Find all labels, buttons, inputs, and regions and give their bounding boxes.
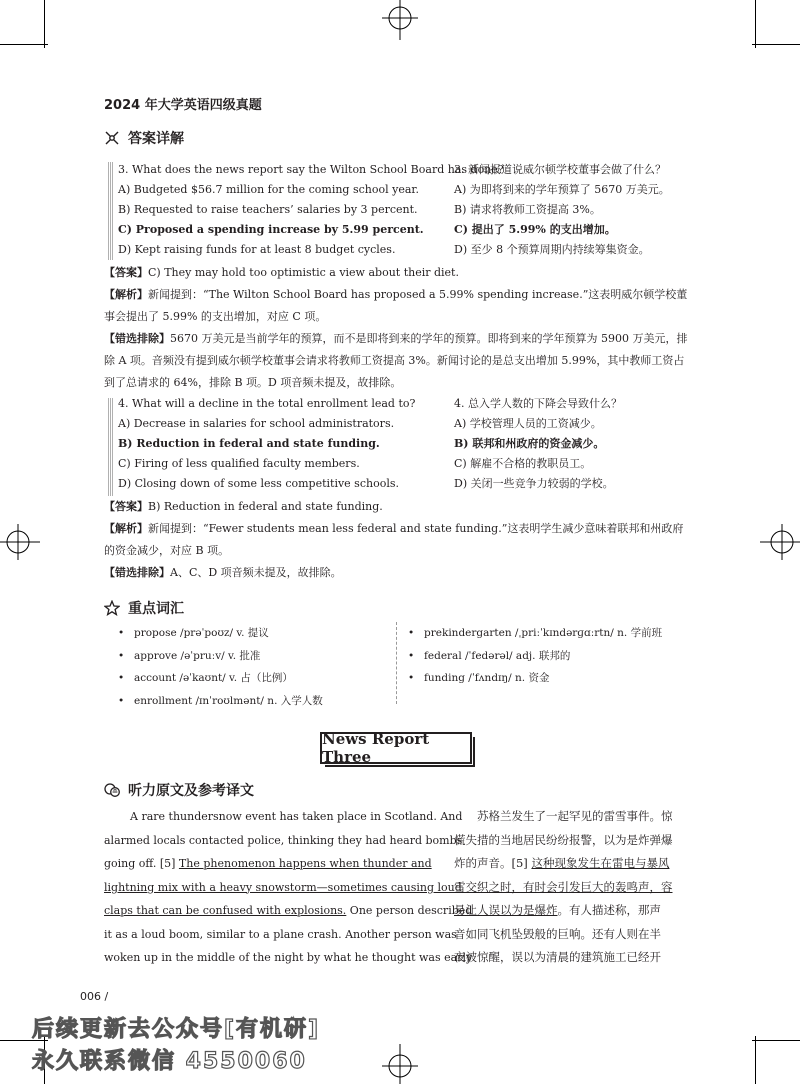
q3-explanation [104,262,692,394]
q3-english [118,160,504,260]
vocab-list-right [408,622,662,690]
listening-section-title: 听力原文及参考译文 [128,783,254,799]
passage-line: woken up in the middle of the night by what he thought was early [104,951,473,964]
exclude-label: 【错选排除】 [104,332,170,345]
vocab-section-title: 重点词汇 [128,601,184,617]
q3-option-d-zh: D) 至少 8 个预算周期内持续筹集资金。 [454,243,650,256]
question-bar [108,398,113,496]
passage-line: it as a loud boom, similar to a plane crash. Another person was [104,927,457,941]
answer-label: 【答案】 [104,266,148,279]
q3-exclude: 5670 万美元是当前学年的预算，而不是即将到来的学年的预算。即将到来的学年预算为 5900 万美元，排除 A 项。音频没有提到威尔顿学校董事会请求将教师工资提高 3%。新闻讨论的是总支出增加 5.99%，其中教师工资占到了总请求的 64%，排除 B 项。D 项音频未提及，故排除。 [104,332,688,389]
vocab-item: • federal /ˈfedərəl/ adj. 联邦的 [408,645,662,668]
page-header-title: 2024 年大学英语四级真题 [104,98,262,113]
q3-option-b-zh: B) 请求将教师工资提高 3%。 [454,203,601,216]
answer-section-title: 答案详解 [128,131,184,147]
passage-line-zh: 夜被惊醒，误以为清晨的建筑施工已经开 [454,950,661,964]
q4-stem-zh: 4. 总入学人数的下降会导致什么？ [454,397,622,410]
listening-section-heading [104,780,254,800]
vocab-list-left [118,622,323,712]
crop-mark [755,0,756,48]
crop-mark [44,0,45,48]
passage-key-sentence: The phenomenon happens when thunder and [178,857,432,870]
passage-key-sentence: lightning mix with a heavy snowstorm—sometimes causing loud [104,880,462,894]
passage-chinese [454,805,694,970]
vocab-item: • enrollment /ɪnˈroʊlmənt/ n. 入学人数 [118,690,323,713]
vocab-item: • account /əˈkaʊnt/ v. 占（比例） [118,667,323,690]
q4-analysis: 新闻提到：“Fewer students mean less federal and state funding.”这表明学生减少意味着联邦和州政府的资金减少，对应 B 项。 [104,522,684,557]
passage-key-sentence-zh: 雪交织之时，有时会引发巨大的轰鸣声，容 [454,879,673,894]
vocab-item: • funding /ˈfʌndɪŋ/ n. 资金 [408,667,662,690]
q4-option-d: D) Closing down of some less competitive schools. [118,477,399,490]
passage-line-zh: 慌失措的当地居民纷纷报警，以为是炸弹爆 [454,832,673,847]
q3-option-a-zh: A) 为即将到来的学年预算了 5670 万美元。 [454,183,670,196]
vocab-divider [396,622,397,704]
news-report-title: News Report Three [320,732,472,764]
passage-english [104,805,473,970]
q3-option-d: D) Kept raising funds for at least 8 budget cycles. [118,243,396,256]
analysis-label: 【解析】 [104,288,148,301]
q3-option-a: A) Budgeted $56.7 million for the coming school year. [118,183,419,196]
star-icon [104,600,120,616]
q4-option-c-zh: C) 解雇不合格的教职员工。 [454,457,592,470]
answer-label: 【答案】 [104,500,148,513]
registration-mark-bottom [376,1044,424,1084]
passage-line: alarmed locals contacted police, thinking they had heard bombs [104,833,463,847]
crop-mark [752,1040,800,1041]
q4-option-d-zh: D) 关闭一些竞争力较弱的学校。 [454,477,614,490]
passage-key-sentence-zh: 这种现象发生在雷电与暴风 [531,856,670,870]
analysis-label: 【解析】 [104,522,148,535]
q3-chinese [454,160,670,260]
q4-option-b-zh: B) 联邦和州政府的资金减少。 [454,437,605,450]
crop-mark [752,44,800,45]
q4-option-c: C) Firing of less qualified faculty members. [118,457,360,470]
q4-option-b: B) Reduction in federal and state funding. [118,437,380,450]
q3-option-c-zh: C) 提出了 5.99% 的支出增加。 [454,223,616,236]
vocab-item: • propose /prəˈpoʊz/ v. 提议 [118,622,323,645]
q3-stem-zh: 3. 新闻报道说威尔顿学校董事会做了什么？ [454,163,666,176]
registration-mark-left [0,518,40,566]
q4-english [118,394,415,494]
page-number: 006 / [80,990,109,1003]
passage-line-zh: 音如同飞机坠毁般的巨响。还有人则在半 [454,926,661,941]
registration-mark-top [376,0,424,40]
crop-mark [0,44,48,45]
q4-option-a: A) Decrease in salaries for school administrators. [118,417,395,430]
vocab-item: • approve /əˈpruːv/ v. 批准 [118,645,323,668]
speech-bubbles-icon [104,782,120,798]
crop-mark [755,1036,756,1084]
molecule-icon [104,130,120,146]
passage-key-sentence: claps that can be confused with explosions. [104,904,347,917]
q4-option-a-zh: A) 学校管理人员的工资减少。 [454,417,602,430]
q4-chinese [454,394,622,494]
passage-marker: going off. [5] [104,857,179,870]
passage-line: A rare thundersnow event has taken place in Scotland. And [130,810,463,823]
q3-analysis: 新闻提到：“The Wilton School Board has proposed a 5.99% spending increase.”这表明威尔顿学校董事会提出了 5.99% 的支出增加，对应 C 项。 [104,288,688,323]
q4-explanation [104,496,692,584]
watermark-line-1: 后续更新去公众号[有机研] [32,1017,321,1042]
q4-answer: B) Reduction in federal and state funding. [148,500,383,513]
passage-line-zh: 苏格兰发生了一起罕见的雷雪事件。惊 [477,809,673,823]
passage-line-zh: 。有人描述称，那声 [557,903,661,917]
q4-stem: 4. What will a decline in the total enrollment lead to? [118,397,416,410]
vocab-section-heading [104,598,184,618]
passage-line: One person described [346,904,473,917]
question-bar [108,162,113,260]
passage-marker-zh: 炸的声音。[5] [454,856,532,870]
q3-stem: 3. What does the news report say the Wilton School Board has done? [118,163,504,176]
q3-option-c: C) Proposed a spending increase by 5.99 percent. [118,223,424,236]
q3-option-b: B) Requested to raise teachers’ salaries by 3 percent. [118,203,418,216]
watermark-line-2: 永久联系微信 4550060 [32,1049,307,1074]
vocab-item: • prekindergarten /ˌpriːˈkɪndərɡɑːrtn/ n. 学前班 [408,622,662,645]
q3-answer: C) They may hold too optimistic a view about their diet. [148,266,459,279]
passage-key-sentence-zh: 易让人误以为是爆炸 [454,903,558,917]
registration-mark-right [760,518,800,566]
q4-exclude: A、C、D 项音频未提及，故排除。 [170,566,342,579]
answer-section-heading [104,128,184,148]
exclude-label: 【错选排除】 [104,566,170,579]
